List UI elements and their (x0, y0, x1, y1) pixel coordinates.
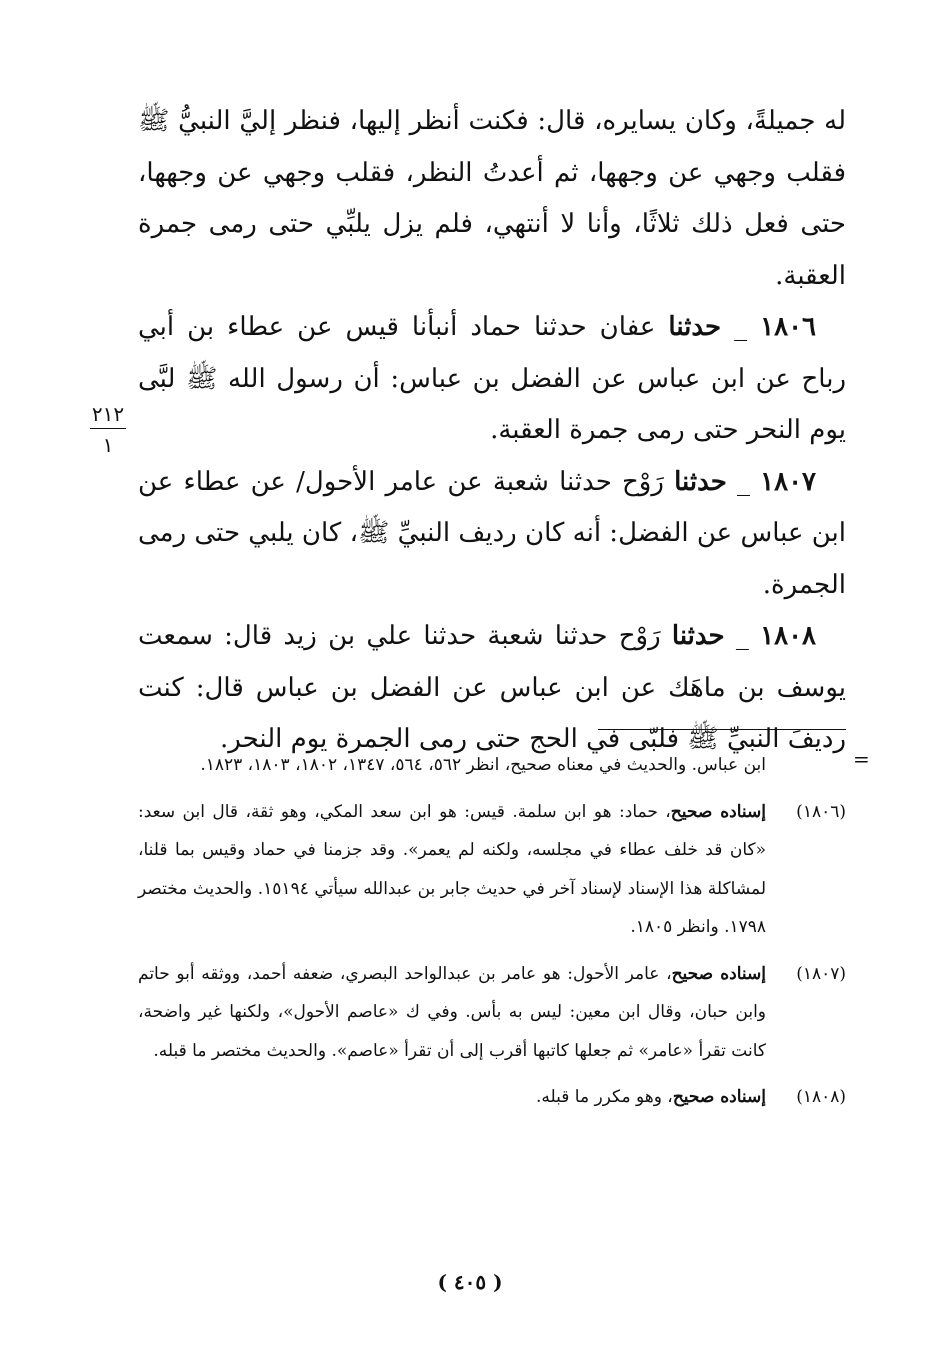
footnote-text: ، عامر الأحول: هو عامر بن عبدالواحد البصري، ضعفه أحمد، ووثقه أبو حاتم وابن حبان، وقال ابن معين: ليس به بأس. وفي ك «عاصم الأحول»، ولكنها غير واضحة، كانت تقرأ «عامر» ثم جعلها كاتبها أقرب إلى أن تقرأ «عاصم». والحديث مختصر ما قبله. (138, 963, 767, 1061)
continuation-paragraph: له جميلةً، وكان يسايره، قال: فكنت أنظر إليها، فنظر إليَّ النبيُّ ﷺ فقلب وجهي عن وجهها، ثم أعدتُ النظر، فقلب وجهي عن وجهها، حتى فعل ذلك ثلاثًا، وأنا لا أنتهي، فلم يزل يلبِّي حتى رمى جمرة العقبة. (138, 106, 846, 291)
hadith-number: ١٨٠٦ (760, 312, 817, 342)
hadith-dash: _ (721, 312, 761, 342)
hadith-1806 (138, 302, 846, 457)
hadith-keyword: حدثنا (671, 621, 725, 651)
margin-reference-volume-page: ٢١٢ (90, 402, 126, 429)
hadith-text: رَوْح حدثنا شعبة حدثنا علي بن زيد قال: سمعت يوسف بن ماهَك عن ابن عباس عن الفضل بن عباس قال: كنت رديفَ النبيِّ ﷺ فلبّى في الحج حتى رمى الجمرة يوم النحر. (138, 621, 846, 754)
hadith-keyword: حدثنا (674, 466, 727, 497)
footnote-1808 (138, 1078, 846, 1117)
footnote-number: (١٨٠٨) (796, 1087, 846, 1107)
hadith-number: ١٨٠٧ (760, 466, 817, 497)
footnote-1807 (138, 955, 846, 1071)
hadith-1807 (138, 457, 846, 612)
margin-reference (90, 402, 126, 457)
hadith-dash: _ (724, 621, 761, 651)
footnote-divider (598, 729, 846, 730)
footnotes (138, 746, 846, 1117)
footnote-text: ، حماد: هو ابن سلمة. قيس: هو ابن سعد المكي، وهو ثقة، قال ابن سعد: «كان قد خلف عطاء في مجلسه، ولكنه لم يعمر». وقد جزمنا في حماد وقيس بما قلنا، لمشاكلة هذا الإسناد لإسناد آخر في حديث جابر بن عبدالله سيأتي ١٥١٩٤. والحديث مختصر ١٧٩٨. وانظر ١٨٠٥. (138, 801, 766, 937)
footnote-grading: إسناده صحيح (670, 801, 766, 822)
page-number: ( ٤٠٥ ) (437, 1270, 503, 1294)
hadith-text: عفان حدثنا حماد أنبأنا قيس عن عطاء بن أبي رباح عن ابن عباس عن الفضل بن عباس: أن رسول الله ﷺ لبَّى يوم النحر حتى رمى جمرة العقبة. (138, 312, 846, 445)
margin-reference-part: ١ (102, 433, 114, 457)
main-text (138, 96, 846, 766)
footnote-number: (١٨٠٧) (796, 963, 846, 984)
footnote-1806 (138, 793, 846, 947)
hadith-number: ١٨٠٨ (760, 621, 816, 651)
hadith-keyword: حدثنا (668, 312, 722, 342)
footnote-continuation: ابن عباس. والحديث في معناه صحيح، انظر ٥٦٢، ٥٦٤، ١٣٤٧، ١٨٠٢، ١٨٠٣، ١٨٢٣. (200, 755, 766, 775)
footnote-grading: إسناده صحيح (672, 1087, 766, 1107)
footnote-text: ، وهو مكرر ما قبله. (535, 1087, 673, 1107)
hadith-dash: _ (726, 466, 761, 497)
hadith-text: رَوْح حدثنا شعبة عن عامر الأحول/ عن عطاء عن ابن عباس عن الفضل: أنه كان رديف النبيِّ ﷺ، كان يلبي حتى رمى الجمرة. (138, 466, 846, 600)
footnote-grading: إسناده صحيح (671, 963, 766, 984)
continuation-mark: = (853, 747, 870, 771)
hadith-1808 (138, 611, 846, 766)
footnote-number: (١٨٠٦) (796, 801, 846, 822)
